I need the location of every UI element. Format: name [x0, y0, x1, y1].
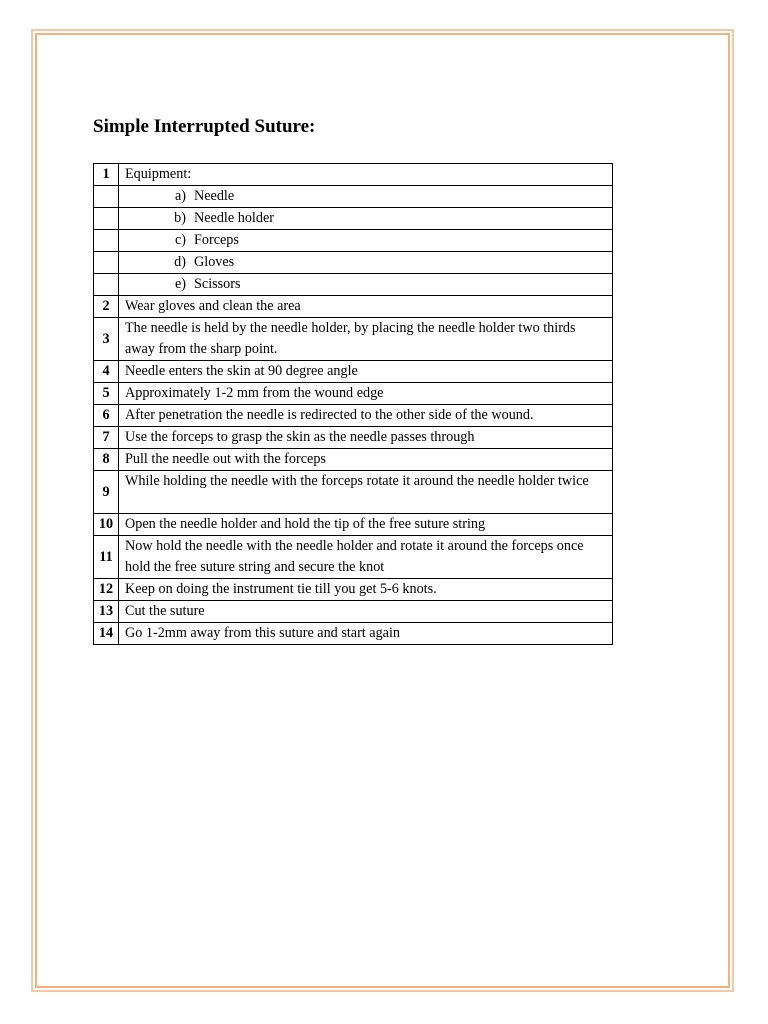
table-row — [94, 296, 613, 318]
item-letter: a) — [174, 188, 186, 204]
step-number: 10 — [94, 514, 119, 536]
step-text: The needle is held by the needle holder, by placing the needle holder two thirds away from the sharp point. — [119, 318, 613, 361]
table-row — [94, 601, 613, 623]
step-number: 2 — [94, 296, 119, 318]
item-letter: b) — [174, 210, 186, 226]
item-text: Needle holder — [194, 210, 274, 226]
table-row — [94, 471, 613, 514]
step-number — [94, 186, 119, 208]
table-row — [94, 252, 613, 274]
table-row — [94, 186, 613, 208]
item-text: Needle — [194, 188, 235, 204]
step-number: 4 — [94, 361, 119, 383]
step-number: 5 — [94, 383, 119, 405]
equipment-item — [119, 208, 613, 230]
equipment-item — [119, 230, 613, 252]
step-text: Pull the needle out with the forceps — [119, 449, 613, 471]
equipment-item — [119, 186, 613, 208]
step-text: Use the forceps to grasp the skin as the needle passes through — [119, 427, 613, 449]
equipment-item — [119, 252, 613, 274]
step-number: 6 — [94, 405, 119, 427]
table-row — [94, 427, 613, 449]
step-number: 1 — [94, 164, 119, 186]
table-row — [94, 318, 613, 361]
table-row — [94, 208, 613, 230]
item-text: Gloves — [194, 254, 235, 270]
item-letter: e) — [174, 276, 186, 292]
table-row — [94, 361, 613, 383]
item-text: Scissors — [194, 276, 241, 292]
step-text: Go 1-2mm away from this suture and start again — [119, 623, 613, 645]
step-number — [94, 230, 119, 252]
step-text: Keep on doing the instrument tie till you get 5-6 knots. — [119, 579, 613, 601]
step-number — [94, 208, 119, 230]
steps-table — [93, 163, 613, 645]
table-row — [94, 383, 613, 405]
step-text: Approximately 1-2 mm from the wound edge — [119, 383, 613, 405]
table-row — [94, 579, 613, 601]
step-number: 7 — [94, 427, 119, 449]
step-number: 9 — [94, 471, 119, 514]
item-text: Forceps — [194, 232, 239, 248]
step-number: 12 — [94, 579, 119, 601]
table-row — [94, 623, 613, 645]
table-row — [94, 536, 613, 579]
step-text: Open the needle holder and hold the tip of the free suture string — [119, 514, 613, 536]
table-row — [94, 164, 613, 186]
step-text: Now hold the needle with the needle holder and rotate it around the forceps once hold the free suture string and secure the knot — [119, 536, 613, 579]
step-text: Needle enters the skin at 90 degree angle — [119, 361, 613, 383]
table-row — [94, 514, 613, 536]
item-letter: d) — [174, 254, 186, 270]
step-number: 11 — [94, 536, 119, 579]
equipment-item — [119, 274, 613, 296]
step-number: 13 — [94, 601, 119, 623]
table-row — [94, 449, 613, 471]
step-number: 3 — [94, 318, 119, 361]
step-text: After penetration the needle is redirected to the other side of the wound. — [119, 405, 613, 427]
table-row — [94, 274, 613, 296]
table-row — [94, 405, 613, 427]
step-text: Equipment: — [119, 164, 613, 186]
item-letter: c) — [174, 232, 186, 248]
step-number: 8 — [94, 449, 119, 471]
step-text: While holding the needle with the forceps rotate it around the needle holder twice — [119, 471, 613, 514]
step-text: Wear gloves and clean the area — [119, 296, 613, 318]
step-number — [94, 252, 119, 274]
step-text: Cut the suture — [119, 601, 613, 623]
table-row — [94, 230, 613, 252]
document-title: Simple Interrupted Suture: — [93, 116, 316, 137]
step-number: 14 — [94, 623, 119, 645]
step-number — [94, 274, 119, 296]
